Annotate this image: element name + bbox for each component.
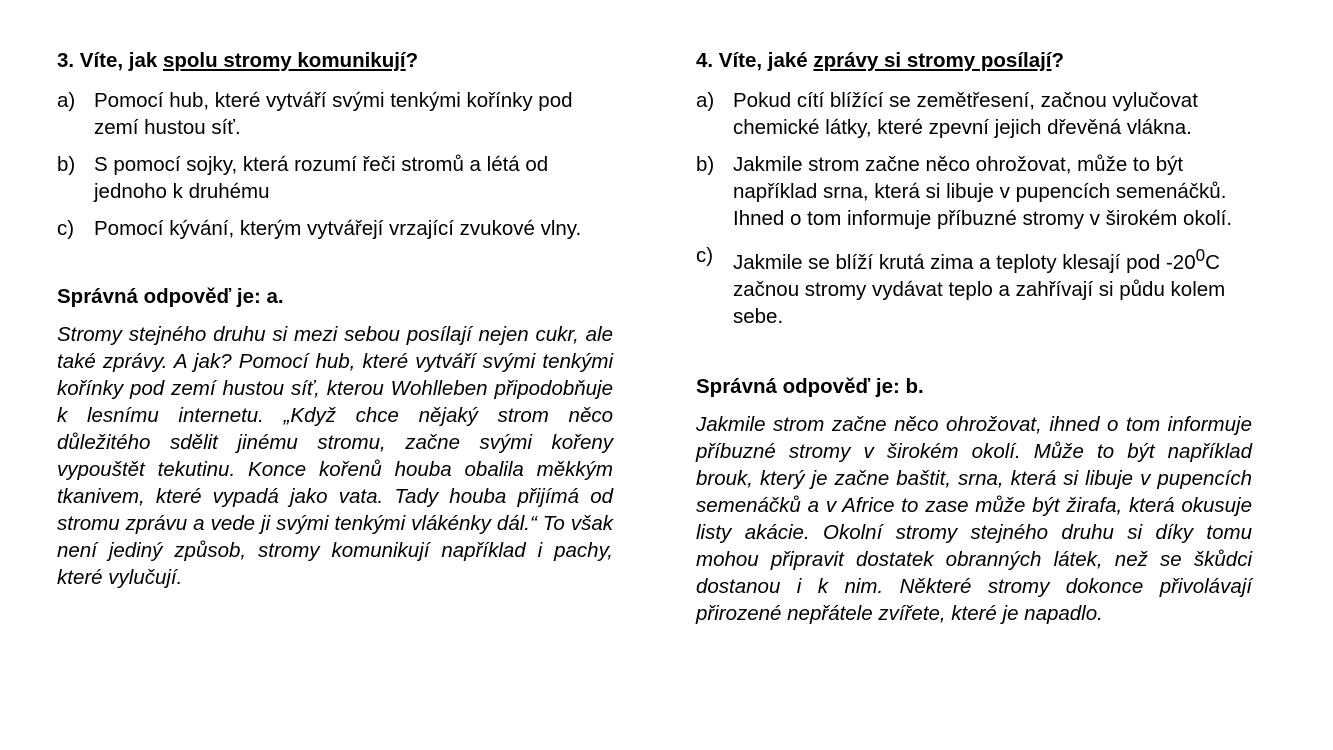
option-text [733,242,1252,330]
option-text: S pomocí sojky, která rozumí řeči stromů a létá od jednoho k druhému [94,153,549,203]
option-text: Pomocí hub, které vytváří svými tenkými kořínky pod zemí hustou síť. [94,89,573,139]
quiz-column-question-4 [696,44,1252,627]
option-text-before: Jakmile se blíží krutá zima a teploty klesají pod -20 [733,250,1196,274]
option-text: Jakmile strom začne něco ohrožovat, může to být například srna, která si libuje v pupencích semenáčků. Ihned o tom informuje příbuzné stromy v širokém okolí. [733,153,1233,230]
question-4-option-a [696,87,1252,141]
question-4-suffix: ? [1051,49,1065,72]
option-letter: c) [696,244,714,267]
question-4-option-c [696,242,1252,330]
question-4-correct-answer: Správná odpověď je: b. [696,374,924,398]
question-4-option-b [696,151,1252,232]
quiz-column-question-3 [57,44,613,591]
option-letter: b) [57,153,76,176]
option-letter: a) [696,89,715,112]
question-4-underlined: zprávy si stromy posílají [813,49,1052,72]
option-letter: a) [57,89,76,112]
option-letter: c) [57,217,75,240]
option-text: Pomocí kývání, kterým vytvářejí vrzající zvukové vlny. [94,217,582,240]
option-text-after: C začnou stromy vydávat teplo a zahřívají si půdu kolem sebe. [733,250,1226,328]
question-4-heading [696,44,1252,77]
question-4-options [696,87,1252,330]
question-3-correct-answer: Správná odpověď je: a. [57,285,284,308]
question-3-options [57,87,613,242]
question-3-option-c [57,215,613,242]
option-text: Pokud cítí blížící se zemětřesení, začnou vylučovat chemické látky, které zpevní jejich dřevěná vlákna. [733,89,1198,139]
question-3-option-a [57,87,613,141]
question-3-explanation: Stromy stejného druhu si mezi sebou posílají nejen cukr, ale také zprávy. A jak? Pomocí hub, které vytváří svými tenkými kořínky pod zemí hustou síť, kterou Wohlleben připodobňuje k lesnímu internetu. „Když chce nějaký strom něco důležitého sdělit jinému stromu, začne svými kořeny vypouštět tekutinu. Konce kořenů houba obalila měkkým tkanivem, které vypadá jako vata. Tady houba přijímá od stromu zprávu a vede ji svými tenkými vlákénky dál.“ To však není jediný způsob, stromy komunikují například i pachy, které vylučují. [57,323,613,589]
option-letter: b) [696,153,715,176]
degree-superscript: 0 [1195,246,1206,265]
question-4-prefix: 4. Víte, jaké [696,49,814,72]
question-3-suffix: ? [405,49,419,72]
question-3-underlined: spolu stromy komunikují [162,49,406,72]
question-3-option-b [57,151,613,205]
question-4-explanation: Jakmile strom začne něco ohrožovat, ihned o tom informuje příbuzné stromy v širokém okolí. Může to být například brouk, který je začne baštit, srna, která si libuje v pupencích semenáčků a v Africe to zase může být žirafa, která okusuje listy akácie. Okolní stromy stejného druhu si díky tomu mohou připravit dostatek obranných látek, než se škůdci dostanou i k nim. Některé stromy dokonce přivolávají přirozené nepřátele zvířete, které je napadlo. [696,412,1252,625]
question-3-heading [57,44,613,77]
question-3-prefix: 3. Víte, jak [57,49,163,72]
